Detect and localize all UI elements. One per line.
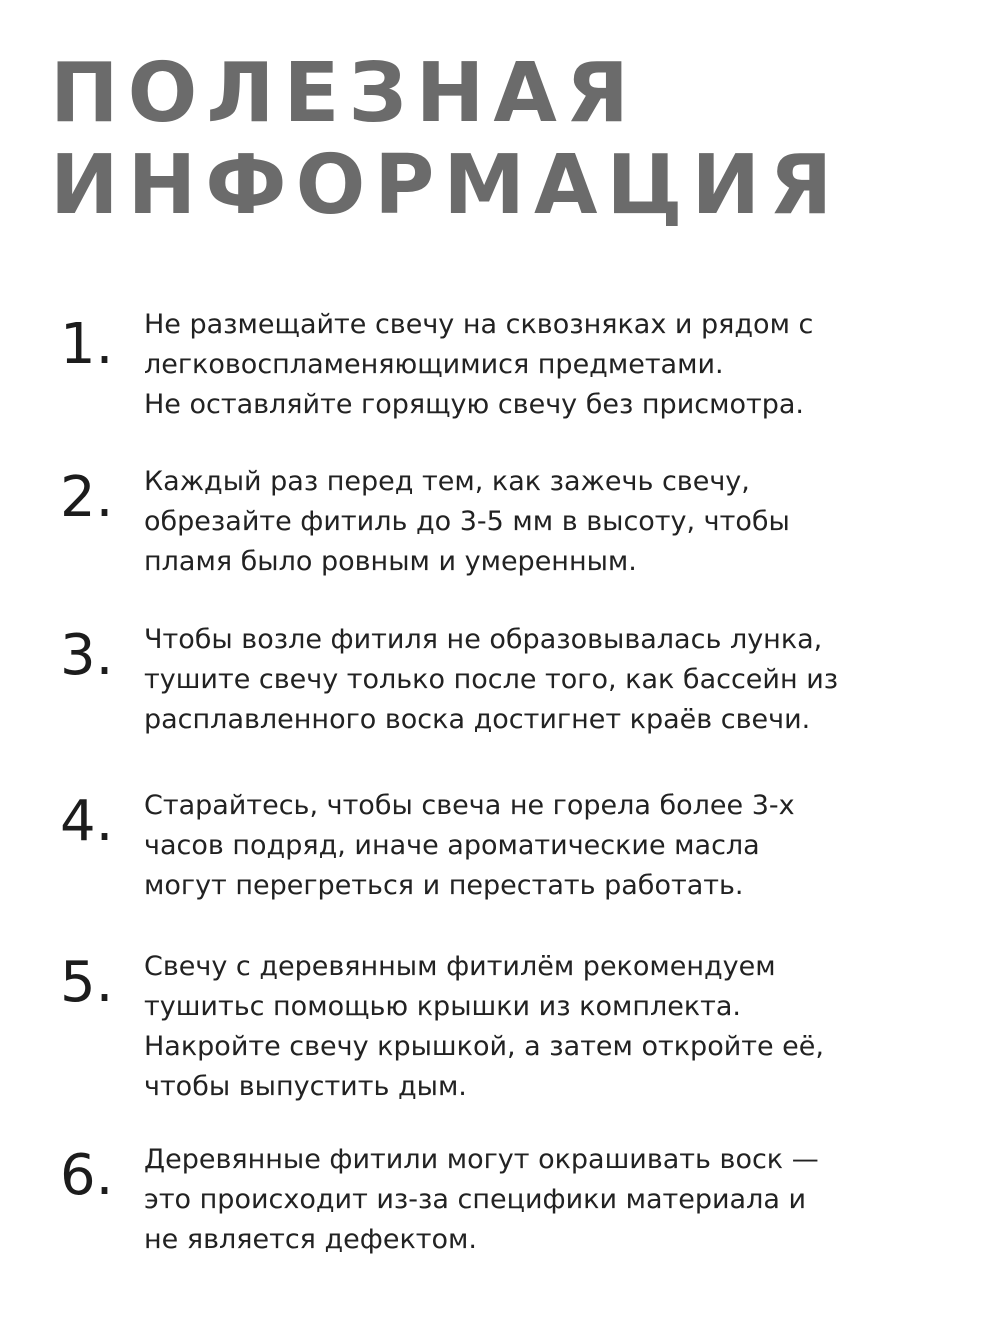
item-text-line: Деревянные фитили могут окрашивать воск —	[144, 1144, 819, 1175]
item-text-line: чтобы выпустить дым.	[144, 1071, 467, 1102]
item-text-line: Накройте свечу крышкой, а затем откройте её,	[144, 1031, 824, 1062]
item-text-line: пламя было ровным и умеренным.	[144, 546, 637, 577]
item-text-line: Каждый раз перед тем, как зажечь свечу,	[144, 466, 750, 497]
item-text-line: расплавленного воска достигнет краёв свечи.	[144, 704, 811, 735]
item-text-line: Свечу с деревянным фитилём рекомендуем	[144, 951, 776, 982]
item-number: 3.	[60, 623, 114, 688]
page-title-line-2: ИНФОРМАЦИЯ	[50, 138, 842, 233]
item-text	[144, 1140, 904, 1260]
item-number: 4.	[60, 789, 114, 854]
item-text	[144, 786, 904, 906]
page-title	[50, 48, 841, 232]
item-text-line: тушитьс помощью крышки из комплекта.	[144, 991, 742, 1022]
item-number: 2.	[60, 465, 114, 530]
item-text-line: тушите свечу только после того, как бассейн из	[144, 664, 839, 695]
item-text-line: легковоспламеняющимися предметами.	[144, 349, 724, 380]
item-text-line: обрезайте фитиль до 3-5 мм в высоту, чтобы	[144, 506, 790, 537]
page-title-line-1: ПОЛЕЗНАЯ	[50, 46, 638, 141]
item-text-line: не является дефектом.	[144, 1224, 477, 1255]
item-number: 5.	[60, 950, 114, 1015]
item-text	[144, 620, 904, 740]
item-text	[144, 462, 904, 582]
item-text-line: могут перегреться и перестать работать.	[144, 870, 744, 901]
item-text-line: Не размещайте свечу на сквозняках и рядом с	[144, 309, 814, 340]
item-text-line: это происходит из-за специфики материала и	[144, 1184, 807, 1215]
item-text-line: Не оставляйте горящую свечу без присмотра.	[144, 389, 804, 420]
item-text	[144, 305, 904, 425]
item-text	[144, 947, 904, 1107]
item-text-line: Чтобы возле фитиля не образовывалась лунка,	[144, 624, 823, 655]
item-number: 1.	[60, 312, 114, 377]
item-number: 6.	[60, 1143, 114, 1208]
item-text-line: Старайтесь, чтобы свеча не горела более 3-х	[144, 790, 795, 821]
item-text-line: часов подряд, иначе ароматические масла	[144, 830, 760, 861]
